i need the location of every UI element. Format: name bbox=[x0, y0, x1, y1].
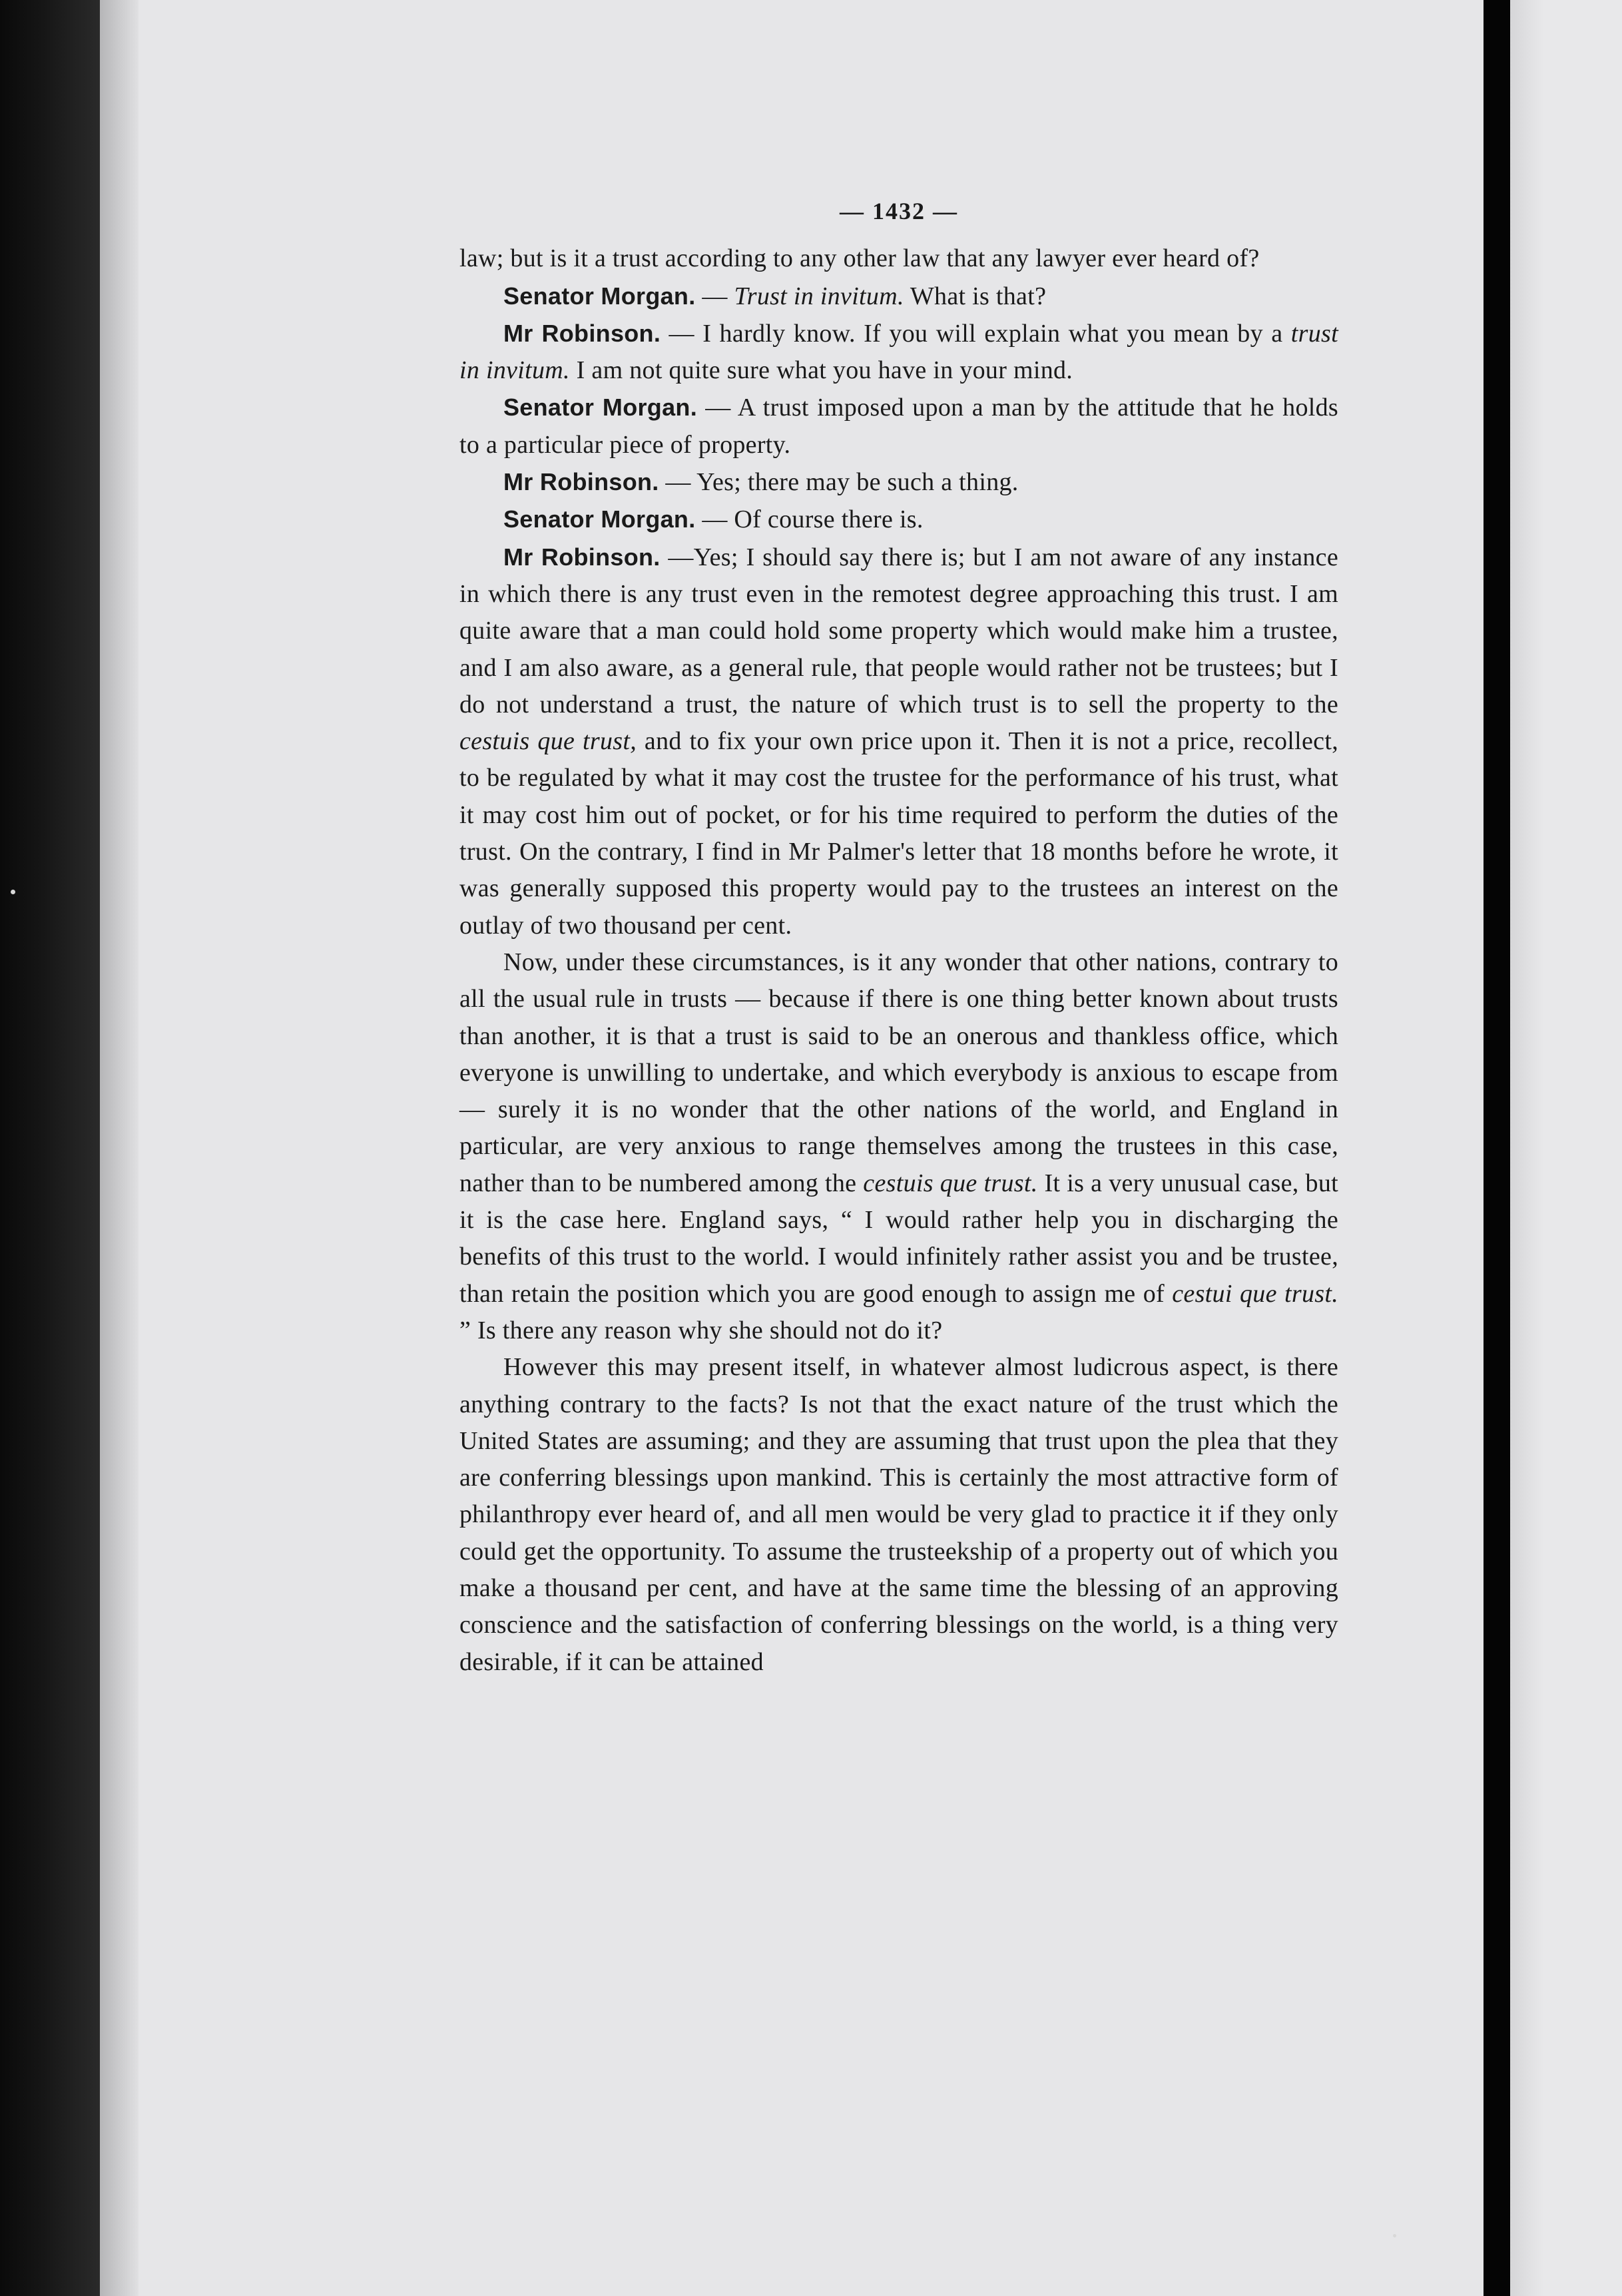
scan-speck bbox=[1393, 2234, 1396, 2237]
text-run: — bbox=[695, 282, 734, 310]
text-paragraph bbox=[459, 944, 1338, 1349]
text-run: Now, under these circumstances, is it any wonder that other nations, contrary to all the usual rule in trusts — because if there is one thing better known about trusts than another, it is that a trust is said to be an onerous and thankless office, which everyone is unwilling to undertake, and which everybody is anxious to escape from — surely it is no wonder that the other nations of the world, and England in particular, are very anxious to range themselves among the trustees in this case, nather than to be numbered among the bbox=[459, 948, 1338, 1197]
text-run: However this may present itself, in whatever almost ludicrous aspect, is there anything contrary to the facts? Is not that the exact nature of the trust which the United States are assuming; and they are assuming that trust upon the plea that they are conferring blessings upon mankind. This is certainly the most attractive form of philanthropy ever heard of, and all men would be very glad to practice it if they only could get the opportunity. To assume the trusteekship of a property out of which you make a thousand per cent, and have at the same time the blessing of an approving conscience and the satisfaction of conferring blessings on the world, is a thing very desirable, if it can be attained bbox=[459, 1353, 1338, 1676]
text-run: — Yes; there may be such a thing. bbox=[659, 468, 1019, 497]
text-run: and to fix your own price upon it. Then it is not a price, recollect, to be regulated by what it may cost the trustee for the performance of his trust, what it may cost him out of pocket, or for his time required to perform the duties of the trust. On the contrary, I find in Mr Palmer's letter that 18 months before he wrote, it was generally supposed this property would pay to the trustees an interest on the outlay of two thousand per cent. bbox=[459, 727, 1338, 940]
page-number: — 1432 — bbox=[840, 198, 958, 224]
text-run: What is that? bbox=[904, 282, 1047, 310]
text-run: — Of course there is. bbox=[695, 505, 924, 534]
speaker-name: Mr Robinson. bbox=[503, 468, 659, 496]
speech-paragraph bbox=[459, 278, 1338, 315]
speaker-name: Senator Morgan. bbox=[503, 394, 698, 422]
speaker-name: Senator Morgan. bbox=[503, 282, 696, 310]
page-text bbox=[459, 193, 1338, 1681]
text-run: — I hardly know. If you will explain what you mean by a bbox=[661, 319, 1291, 348]
text-run: I am not quite sure what you have in your mind. bbox=[569, 356, 1073, 385]
text-paragraph bbox=[459, 1349, 1338, 1681]
speech-paragraph bbox=[459, 389, 1338, 463]
italic-phrase: trust in invitum. bbox=[459, 319, 1338, 385]
text-run: law; but is it a trust according to any other law that any lawyer ever heard of? bbox=[459, 244, 1260, 273]
italic-phrase: cestuis que trust. bbox=[863, 1169, 1038, 1197]
speaker-name: Mr Robinson. bbox=[503, 319, 661, 347]
facing-page-edge bbox=[1510, 0, 1622, 2296]
speech-paragraph bbox=[459, 539, 1338, 944]
text-run: ” Is there any reason why she should not do it? bbox=[459, 1316, 943, 1344]
text-paragraph bbox=[459, 240, 1338, 277]
speech-paragraph bbox=[459, 463, 1338, 501]
page-binding-edge bbox=[100, 0, 138, 2296]
book-gutter bbox=[1484, 0, 1510, 2296]
speech-paragraph bbox=[459, 315, 1338, 390]
text-run: — A trust imposed upon a man by the attitude that he holds to a particular piece of property. bbox=[459, 394, 1338, 459]
speaker-name: Senator Morgan. bbox=[503, 505, 696, 533]
italic-phrase: Trust in invitum. bbox=[734, 282, 904, 310]
speaker-name: Mr Robinson. bbox=[503, 543, 661, 571]
text-run: It is a very unusual case, but it is the case here. England says, “ I would rather help you in discharging the benefits of this trust to the world. I would infinitely rather assist you and be trustee, than retain the position which you are good enough to assign me of bbox=[459, 1169, 1339, 1308]
scan-speck bbox=[11, 890, 15, 894]
italic-phrase: cestui que trust. bbox=[1172, 1279, 1338, 1308]
speech-paragraph bbox=[459, 501, 1338, 538]
paragraph-list bbox=[459, 240, 1338, 1681]
text-run: —Yes; I should say there is; but I am not aware of any instance in which there is any trust even in the remotest degree approaching this trust. I am quite aware that a man could hold some property which would make him a trustee, and I am also aware, as a general rule, that people would rather not be trustees; but I do not understand a trust, the nature of which trust is to sell the property to the bbox=[459, 543, 1338, 718]
italic-phrase: cestuis que trust, bbox=[459, 727, 637, 756]
scan-left-shadow bbox=[0, 0, 100, 2296]
